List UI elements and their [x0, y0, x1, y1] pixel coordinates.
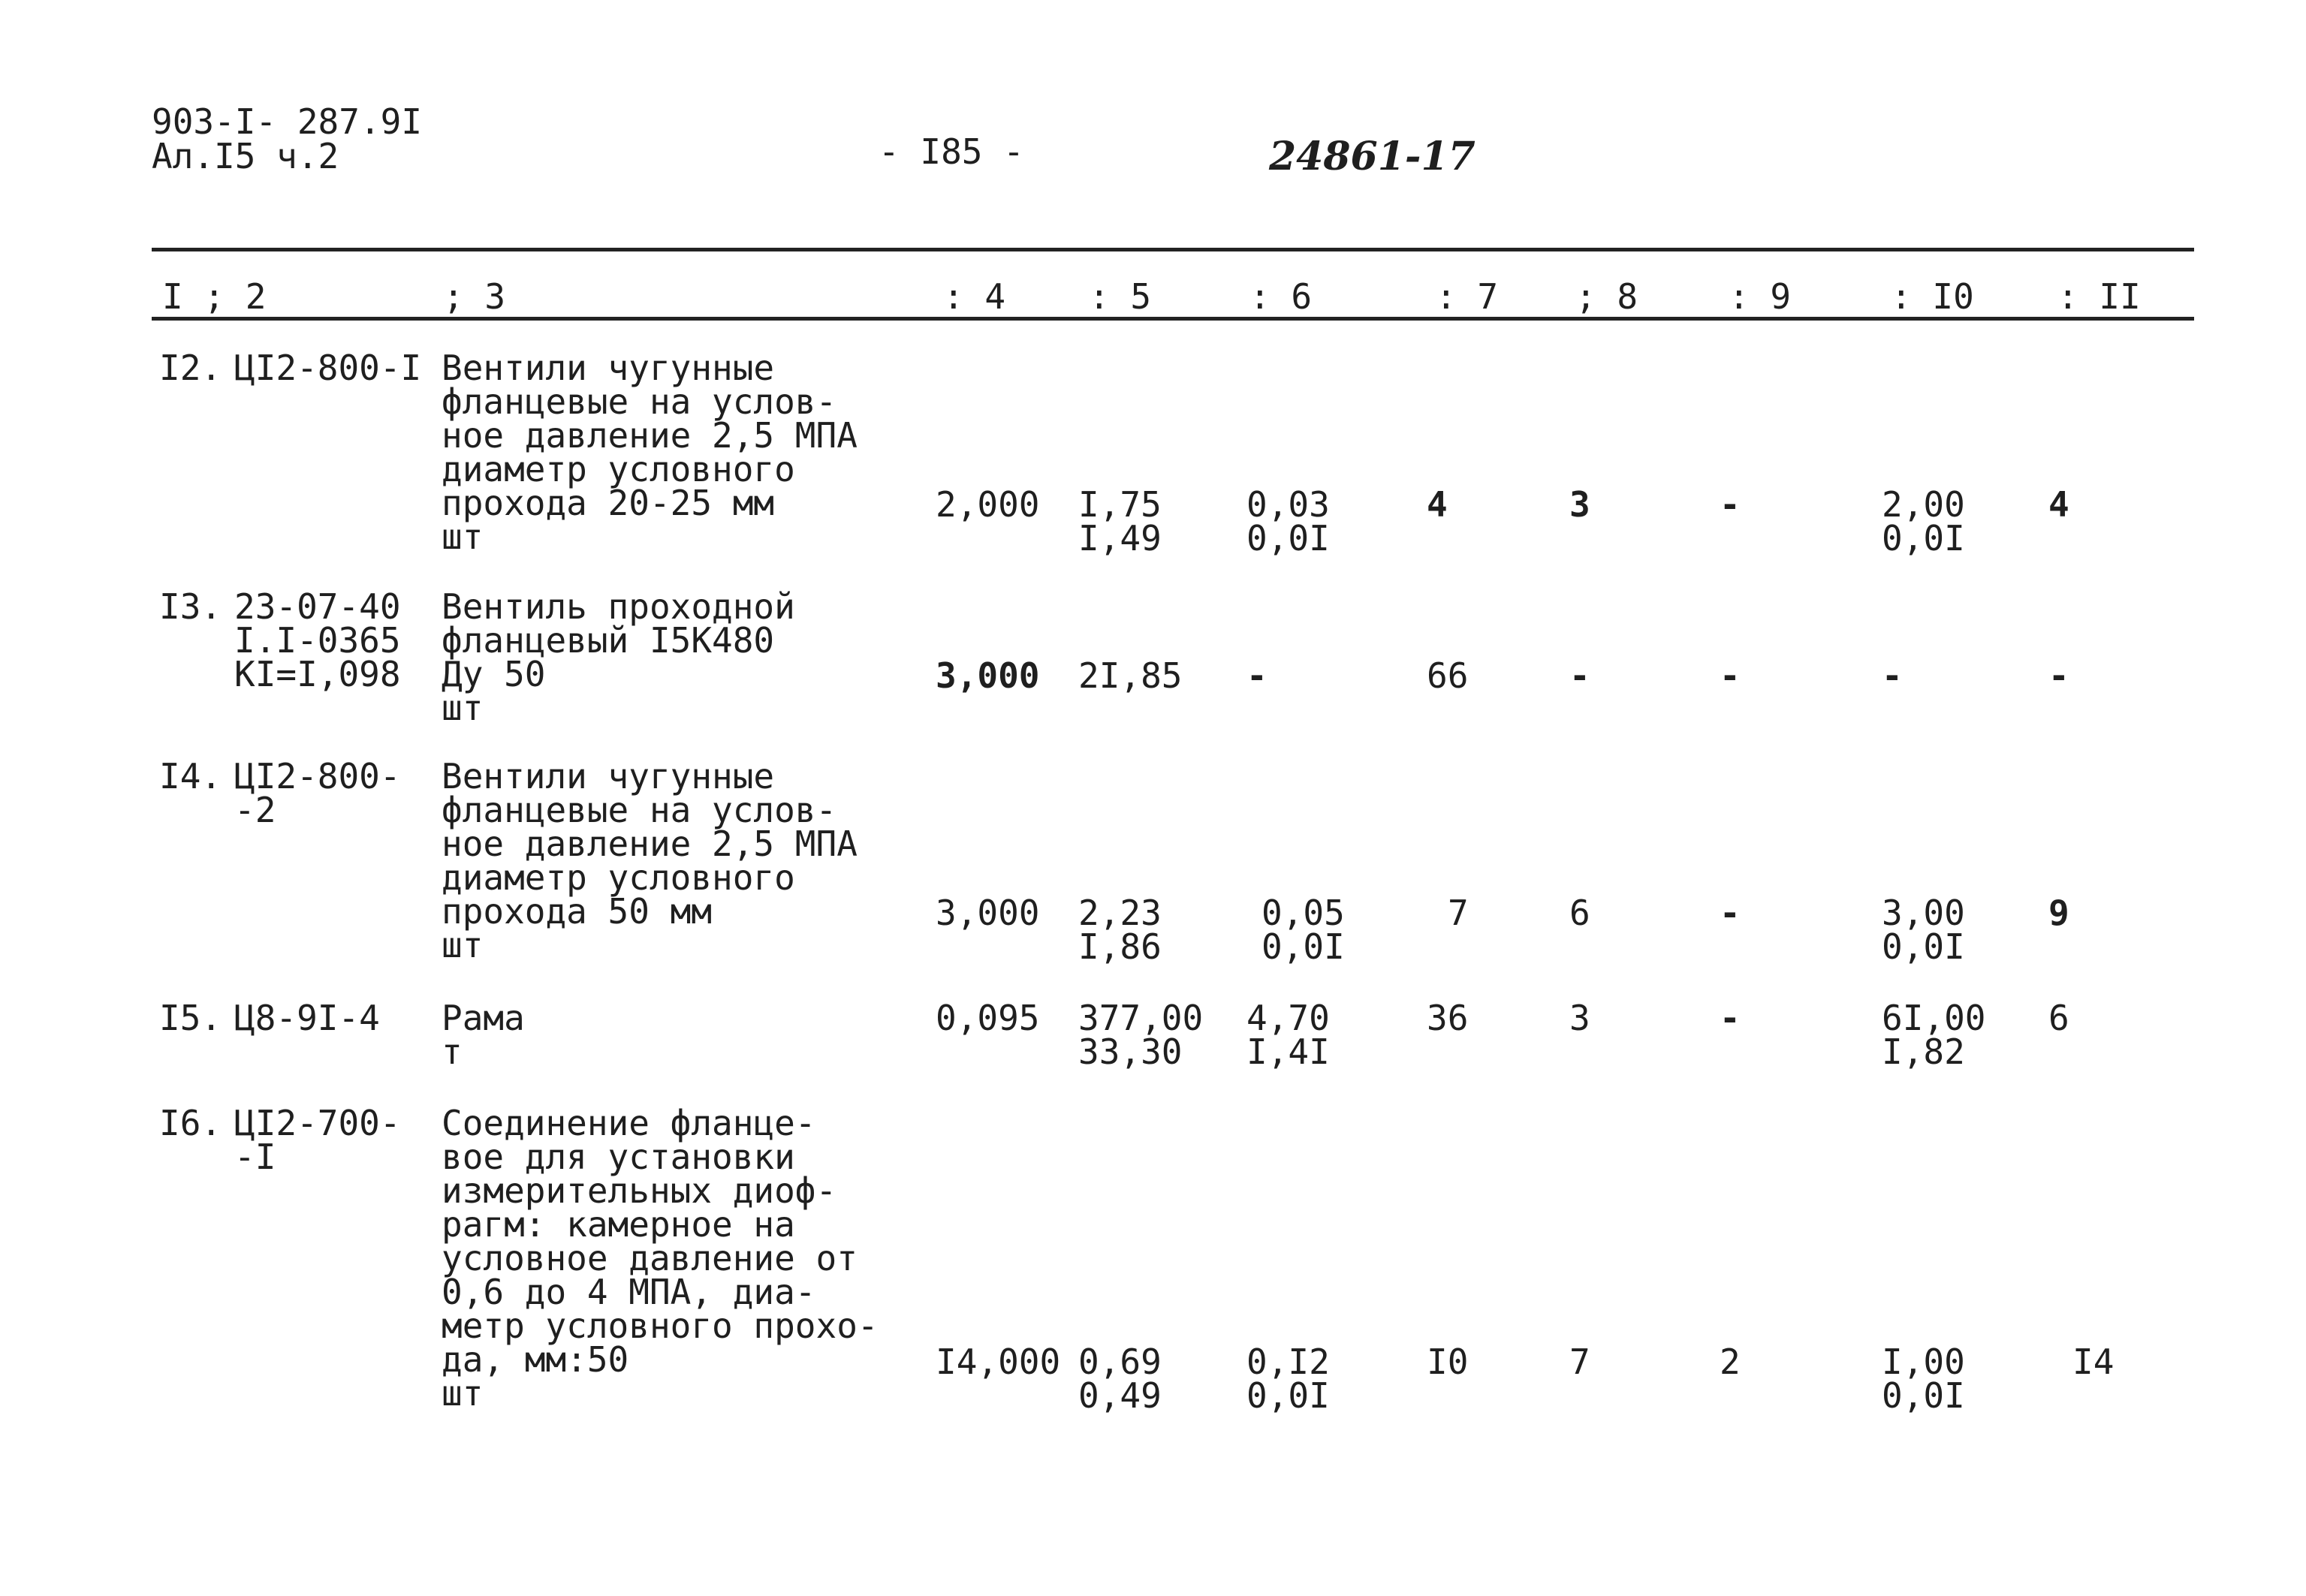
- doc-code-line2: Ал.I5 ч.2: [152, 136, 339, 176]
- handwritten-number: 24861-17: [1269, 134, 1476, 179]
- row-col-8: 3: [1569, 998, 1590, 1038]
- row-number: I3.: [159, 586, 222, 627]
- row-col-5: 2I,85: [1078, 655, 1183, 696]
- col-header-10: : I0: [1891, 276, 1974, 317]
- row-number: I6.: [159, 1103, 222, 1143]
- row-col-6: 4,70 I,4I: [1246, 998, 1330, 1072]
- row-col-4: 3,000: [936, 655, 1040, 696]
- col-header-7: : 7: [1436, 276, 1499, 317]
- col-header-5: : 5: [1089, 276, 1152, 317]
- row-col-4: I4,000: [936, 1342, 1061, 1382]
- row-description: Вентили чугунные фланцевые на услов- ное давление 2,5 МПА диаметр условного прохода 50 мм шт: [442, 756, 858, 965]
- row-col-11: 9: [2048, 893, 2069, 933]
- row-col-4: 0,095: [936, 998, 1040, 1038]
- row-col-6: 0,03 0,0I: [1246, 484, 1330, 559]
- row-code: ЦI2-800- -2: [234, 756, 401, 830]
- row-col-8: 7: [1569, 1342, 1590, 1382]
- row-col-9: -: [1720, 893, 1741, 933]
- row-col-11: I4: [2072, 1342, 2115, 1382]
- row-col-10: 6I,00 I,82: [1882, 998, 1986, 1072]
- row-col-9: -: [1720, 484, 1741, 525]
- row-col-7: 36: [1427, 998, 1469, 1038]
- row-code: 23-07-40 I.I-0365 KI=I,098: [234, 586, 401, 694]
- doc-code-line1: 903-I- 287.9I: [152, 101, 423, 142]
- col-header-9: : 9: [1729, 276, 1792, 317]
- row-col-4: 3,000: [936, 893, 1040, 933]
- row-col-9: -: [1720, 655, 1741, 696]
- row-col-6: 0,05 0,0I: [1262, 893, 1345, 967]
- row-col-7: I0: [1427, 1342, 1469, 1382]
- page-number: - I85 -: [879, 131, 1024, 172]
- row-col-10: 3,00 0,0I: [1882, 893, 1965, 967]
- row-col-4: 2,000: [936, 484, 1040, 525]
- row-col-10: I,00 0,0I: [1882, 1342, 1965, 1416]
- row-col-5: 0,69 0,49: [1078, 1342, 1162, 1416]
- col-header-4: : 4: [943, 276, 1006, 317]
- row-col-11: 4: [2048, 484, 2069, 525]
- col-header-1-2: I ; 2: [162, 276, 267, 317]
- row-col-9: -: [1720, 998, 1741, 1038]
- row-description: Рама т: [442, 998, 525, 1072]
- row-code: ЦI2-700- -I: [234, 1103, 401, 1177]
- header-rule: [152, 317, 2194, 321]
- row-description: Вентили чугунные фланцевые на услов- ное давление 2,5 МПА диаметр условного прохода 20-25 мм шт: [442, 348, 858, 557]
- row-col-7: 66: [1427, 655, 1469, 696]
- row-col-8: -: [1569, 655, 1590, 696]
- top-rule: [152, 248, 2194, 251]
- col-header-6: : 6: [1249, 276, 1313, 317]
- row-number: I5.: [159, 998, 222, 1038]
- row-col-10: -: [1882, 655, 1903, 696]
- row-col-7: 4: [1427, 484, 1448, 525]
- col-header-11: : II: [2057, 276, 2141, 317]
- row-col-6: 0,I2 0,0I: [1246, 1342, 1330, 1416]
- row-col-10: 2,00 0,0I: [1882, 484, 1965, 559]
- row-col-5: 377,00 33,30: [1078, 998, 1204, 1072]
- col-header-8: ; 8: [1575, 276, 1638, 317]
- row-col-9: 2: [1720, 1342, 1741, 1382]
- row-col-8: 3: [1569, 484, 1590, 525]
- row-col-5: 2,23 I,86: [1078, 893, 1162, 967]
- row-col-5: I,75 I,49: [1078, 484, 1162, 559]
- row-col-6: -: [1246, 655, 1268, 696]
- row-col-11: 6: [2048, 998, 2069, 1038]
- row-description: Вентиль проходной фланцевый I5K480 Ду 50 шт: [442, 586, 795, 728]
- col-header-3: ; 3: [443, 276, 506, 317]
- row-description: Соединение фланце- вое для установки измерительных диоф- рагм: камерное на условное давление от 0,6 до 4 МПА, диа- метр условного прохо- да, мм:50 шт: [442, 1103, 879, 1414]
- row-code: Ц8-9I-4: [234, 998, 380, 1038]
- row-code: ЦI2-800-I: [234, 348, 422, 388]
- row-col-8: 6: [1569, 893, 1590, 933]
- row-col-11: -: [2048, 655, 2069, 696]
- row-number: I4.: [159, 756, 222, 796]
- row-number: I2.: [159, 348, 222, 388]
- row-col-7: 7: [1448, 893, 1469, 933]
